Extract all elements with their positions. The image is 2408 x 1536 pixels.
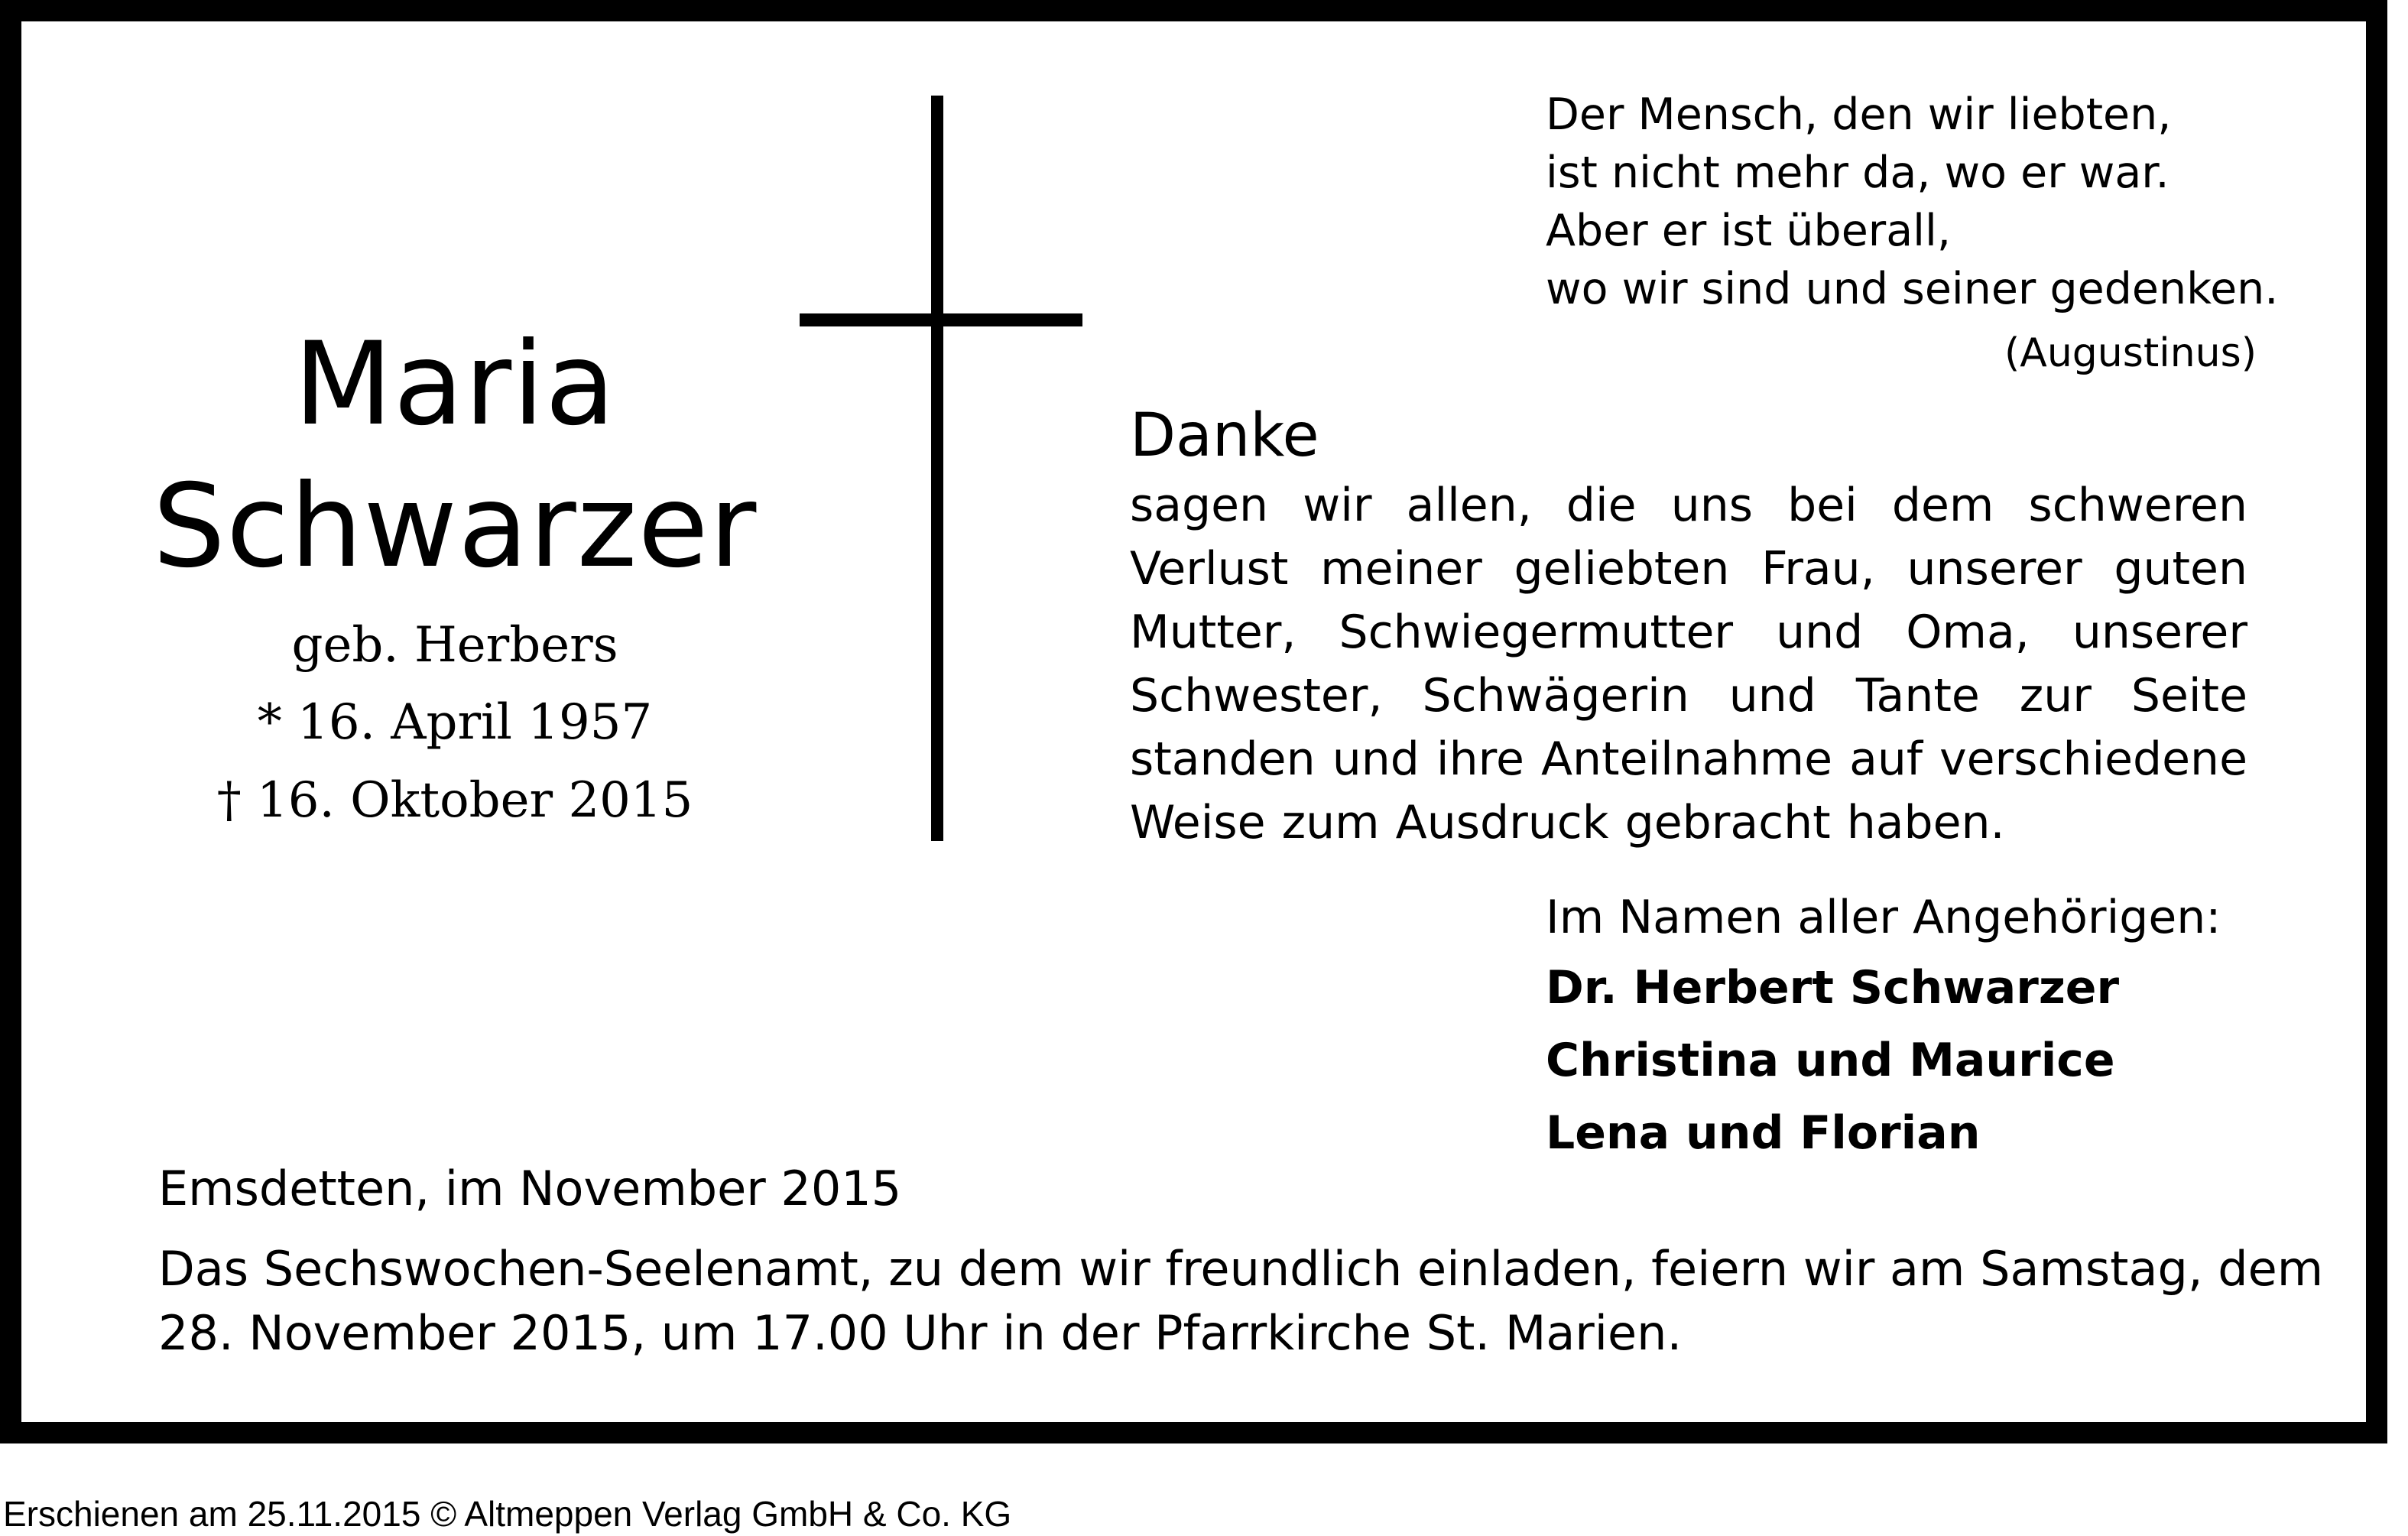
family-member: Dr. Herbert Schwarzer [1546, 961, 2120, 1015]
deceased-block [134, 313, 776, 841]
place-date: Emsdetten, im November 2015 [158, 1161, 902, 1216]
deceased-first-name: Maria [294, 318, 616, 451]
thanks-text: sagen wir allen, die uns bei dem schweren Verlust meiner geliebten Frau, unserer guten Mutter, Schwiegermutter und Oma, unserer Schwester, Schwägerin und Tante zur Seite standen und ihre Anteilnahme auf verschiedene Weise zum Ausdruck gebracht haben. [1130, 479, 2247, 849]
service-line: 28. November 2015, um 17.00 Uhr in der Pfarrkirche St. Marien. [158, 1305, 1683, 1361]
quote-line: ist nicht mehr da, wo er war. [1546, 148, 2169, 198]
maiden-name: geb. Herbers [291, 617, 618, 674]
quote-line: Der Mensch, den wir liebten, [1546, 89, 2172, 140]
quote-author: (Augustinus) [2004, 330, 2257, 376]
service-announcement [158, 1237, 2324, 1366]
cross-icon-bar [800, 313, 1082, 326]
family-intro: Im Namen aller Angehörigen: [1546, 891, 2221, 944]
deceased-last-name: Schwarzer [152, 460, 758, 593]
birth-date: * 16. April 1957 [257, 694, 653, 751]
family-block [1546, 883, 2310, 1170]
thanks-block [1130, 398, 2247, 855]
thanks-heading: Danke [1130, 401, 1319, 470]
cross-icon [931, 96, 943, 841]
publisher-line: Erschienen am 25.11.2015 © Altmeppen Verlag GmbH & Co. KG [3, 1494, 1012, 1534]
family-member: Christina und Maurice [1546, 1034, 2115, 1087]
family-member: Lena und Florian [1546, 1106, 1981, 1160]
quote-block [1546, 86, 2279, 382]
quote-line: wo wir sind und seiner gedenken. [1546, 264, 2279, 314]
quote-line: Aber er ist überall, [1546, 206, 1951, 256]
service-line: Das Sechswochen-Seelenamt, zu dem wir freundlich einladen, feiern wir am Samstag, dem [158, 1241, 2324, 1297]
death-date: † 16. Oktober 2015 [216, 772, 693, 829]
